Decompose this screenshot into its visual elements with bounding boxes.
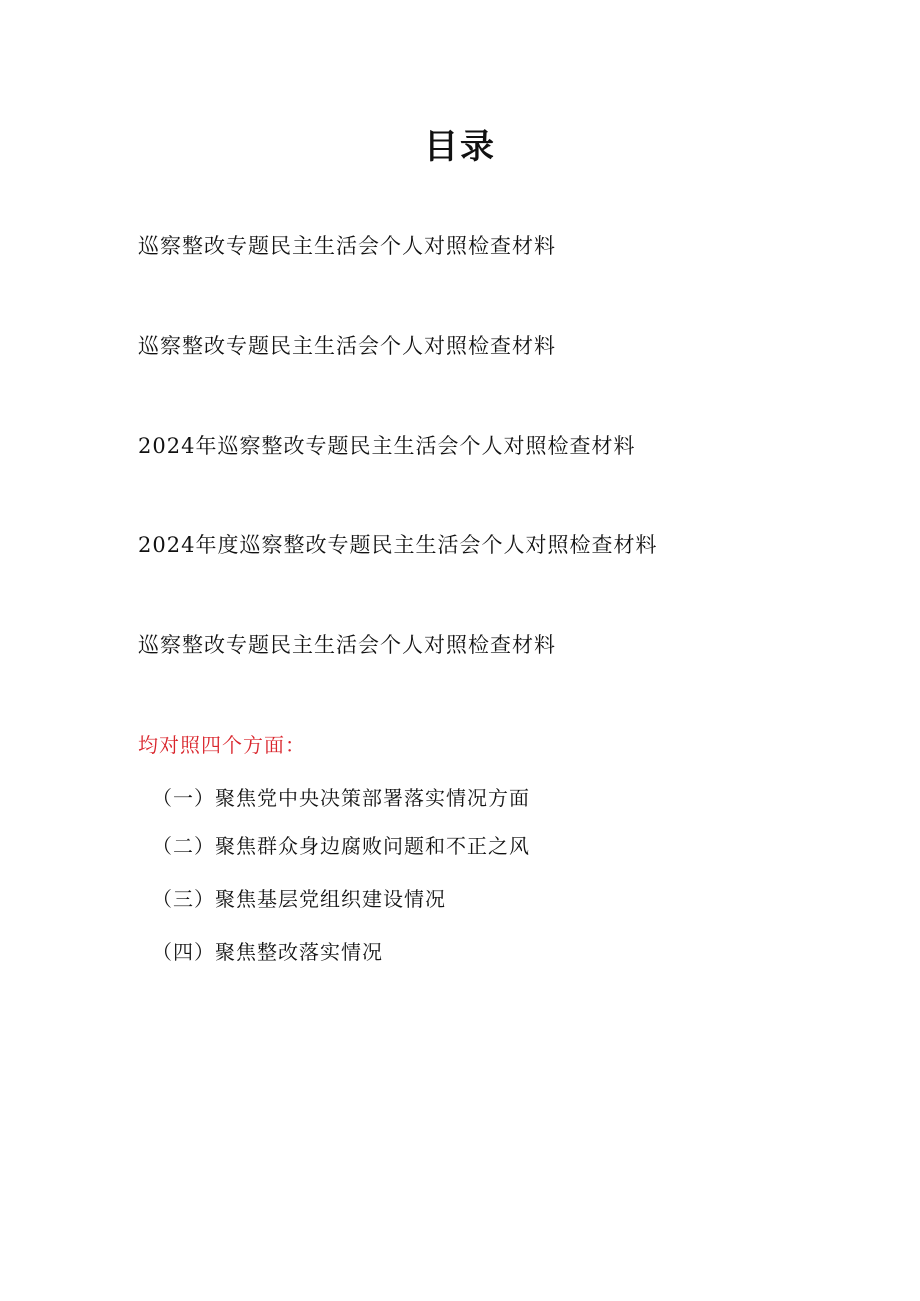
toc-item: 2024年巡察整改专题民主生活会个人对照检查材料	[138, 434, 636, 458]
toc-item: 2024年度巡察整改专题民主生活会个人对照检查材料	[138, 533, 658, 557]
page-title: 目录	[424, 127, 496, 167]
toc-item: 巡察整改专题民主生活会个人对照检查材料	[138, 334, 556, 358]
toc-item: 巡察整改专题民主生活会个人对照检查材料	[138, 633, 556, 657]
aspect-item: （一）聚焦党中央决策部署落实情况方面	[152, 786, 530, 810]
aspect-item: （四）聚焦整改落实情况	[152, 940, 383, 964]
toc-item: 巡察整改专题民主生活会个人对照检查材料	[138, 234, 556, 258]
aspects-heading: 均对照四个方面：	[138, 733, 306, 757]
aspect-item: （三）聚焦基层党组织建设情况	[152, 887, 446, 911]
aspect-item: （二）聚焦群众身边腐败问题和不正之风	[152, 834, 530, 858]
